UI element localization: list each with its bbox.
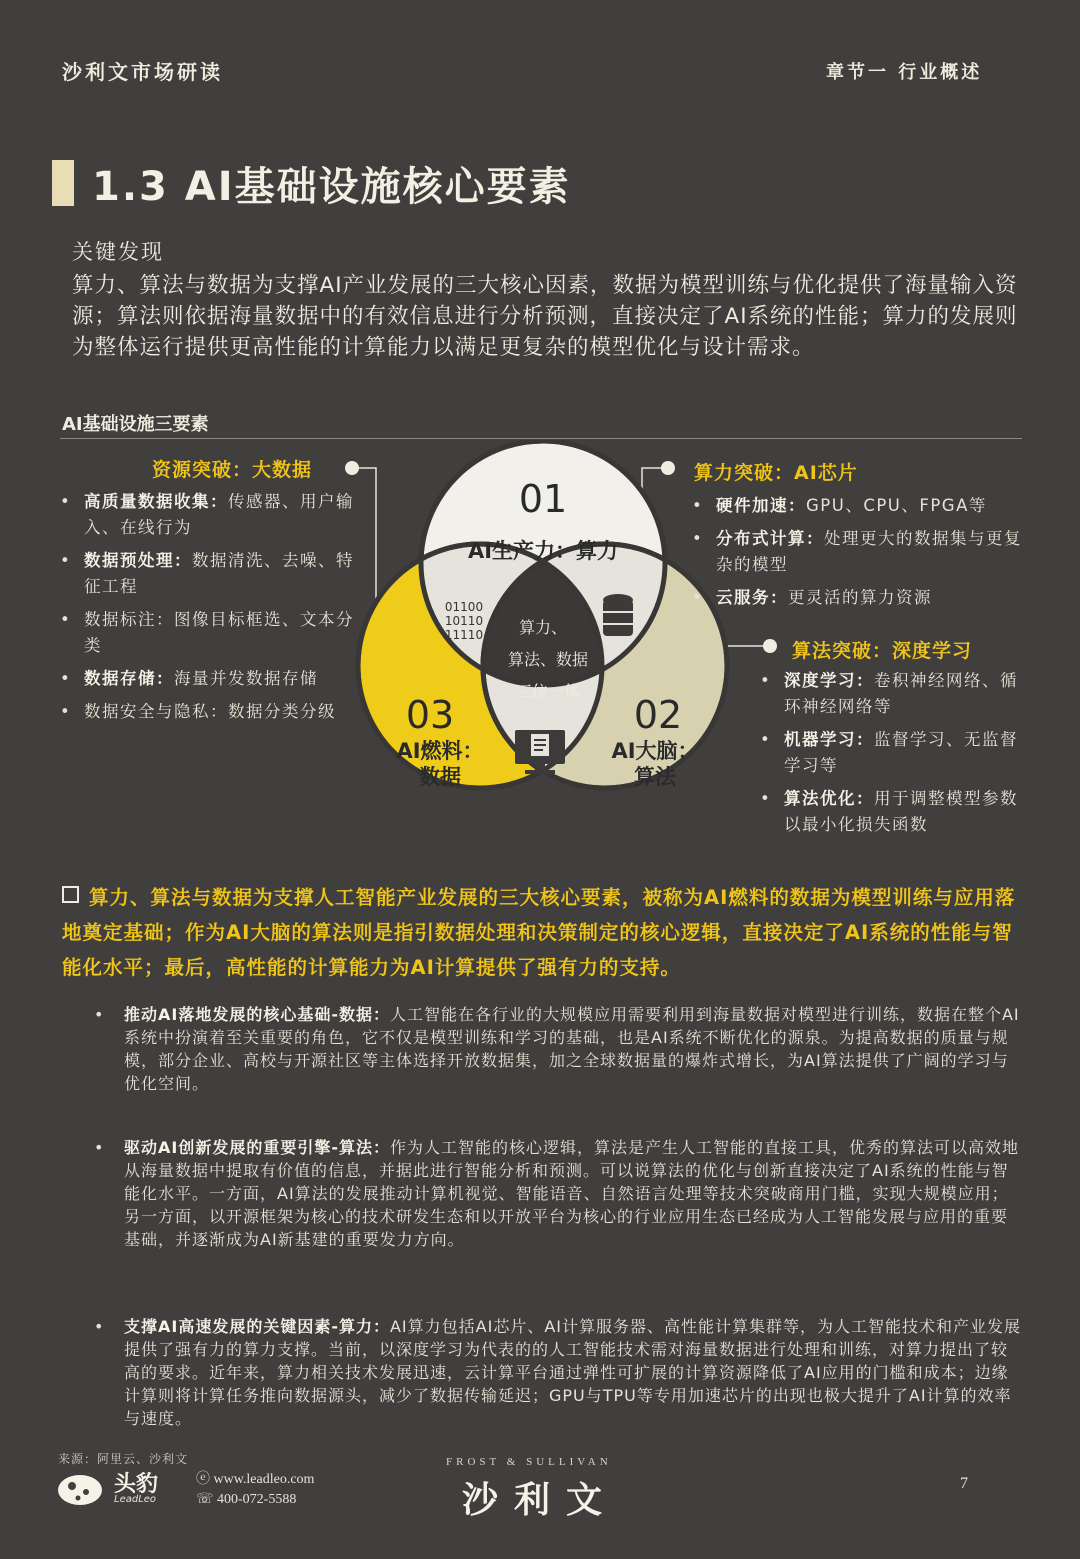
database-icon <box>603 594 633 636</box>
header-publication-name: 沙利文市场研读 <box>62 60 223 84</box>
circle-left-label-2: 数据 <box>419 765 461 789</box>
circle-right-label-1: AI大脑： <box>611 739 699 763</box>
svg-text:11110: 11110 <box>444 628 484 642</box>
right-section-2-title: 算法突破：深度学习 <box>792 640 973 662</box>
title-accent-bar <box>52 160 74 206</box>
website-url[interactable]: ⓔ www.leadleo.com <box>196 1472 315 1487</box>
list-item: • 数据预处理：数据清洗、去噪、特征工程 <box>58 548 363 600</box>
left-section-title: 资源突破：大数据 <box>152 459 313 481</box>
list-item: • 数据安全与隐私：数据分类分级 <box>58 699 363 725</box>
checkbox-square-icon <box>62 886 79 903</box>
circle-left-label-1: AI燃料： <box>396 739 484 763</box>
diagram-label: AI基础设施三要素 <box>62 414 209 435</box>
left-section-list <box>58 489 363 732</box>
list-item: • 云服务：更灵活的算力资源 <box>690 585 1030 611</box>
list-item: • 数据存储：海量并发数据存储 <box>58 666 363 692</box>
connector-dot-top <box>661 461 675 475</box>
center-text-3: 三位一体 <box>515 682 581 701</box>
leadleo-logo-en: LeadLeo <box>114 1494 157 1505</box>
page-title: 1.3 AI基础设施核心要素 <box>92 164 571 210</box>
list-item: • 硬件加速：GPU、CPU、FPGA等 <box>690 493 1030 519</box>
frost-sullivan-logo-en: FROST & SULLIVAN <box>446 1456 612 1468</box>
circle-right-label-2: 算法 <box>634 765 676 789</box>
list-item: • 高质量数据收集：传感器、用户输入、在线行为 <box>58 489 363 541</box>
right-section-2-list <box>758 668 1033 845</box>
svg-text:01100: 01100 <box>444 600 484 614</box>
binary-data-icon <box>445 600 483 642</box>
circle-top-label: AI生产力：算力 <box>467 539 619 563</box>
page-number: 7 <box>960 1475 968 1492</box>
list-item: • 深度学习：卷积神经网络、循环神经网络等 <box>758 668 1033 720</box>
diagram-divider <box>60 438 1022 439</box>
circle-top-number: 01 <box>518 477 568 521</box>
center-text-2: 算法、数据 <box>507 650 589 669</box>
leadleo-logo-text: 头豹 <box>114 1472 159 1497</box>
source-note: 来源：阿里云、沙利文 <box>58 1452 189 1466</box>
connector-dot-right <box>763 639 777 653</box>
list-item: • 算法优化：用于调整模型参数以最小化损失函数 <box>758 786 1033 838</box>
paragraph-data: • 推动AI落地发展的核心基础-数据：人工智能在各行业的大规模应用需要利用到海量数据对模型进行训练，数据在整个AI系统中扮演着至关重要的角色，它不仅是模型训练和学习的基础，也是AI系统不断优化的源泉。为提高数据的质量与规模，部分企业、高校与开源社区等主体选择开放数据集，加之全球数据量的爆炸式增长，为AI算法提供了广阔的学习与优化空间。 <box>94 1005 1020 1093</box>
phone-number: ☏ 400-072-5588 <box>196 1492 297 1507</box>
svg-text:10110: 10110 <box>444 614 484 628</box>
center-text-1: 算力、 <box>518 618 568 637</box>
header-chapter: 章节一 行业概述 <box>826 62 983 83</box>
connector-dot-left <box>345 461 359 475</box>
paragraph-algorithm: • 驱动AI创新发展的重要引擎-算法：作为人工智能的核心逻辑，算法是产生人工智能的直接工具，优秀的算法可以高效地从海量数据中提取有价值的信息，并据此进行智能分析和预测。可以说算法的优化与创新直接决定了AI系统的性能与智能化水平。一方面，AI算法的发展推动计算机视觉、智能语音、自然语言处理等技术突破商用门槛，实现大规模应用；另一方面，以开源框架为核心的技术研发生态和以开放平台为核心的行业应用生态已经成为人工智能发展与应用的重要基础，并逐渐成为AI新基建的重要发力方向。 <box>94 1138 1019 1249</box>
key-findings-label: 关键发现 <box>72 240 164 264</box>
frost-sullivan-logo-cn: 沙利文 <box>462 1480 619 1521</box>
circle-right-number: 02 <box>633 693 683 737</box>
paragraph-compute: • 支撑AI高速发展的关键因素-算力：AI算力包括AI芯片、AI计算服务器、高性能计算集群等，为人工智能技术和产业发展提供了强有力的算力支撑。当前，以深度学习为代表的的人工智能技术需对海量数据进行处理和训练，对算力提出了较高的要求。近年来，算力相关技术发展迅速，云计算平台通过弹性可扩展的计算资源降低了AI应用的门槛和成本；边缘计算则将计算任务推向数据源头，减少了数据传输延迟；GPU与TPU等专用加速芯片的出现也极大提升了AI计算的效率与速度。 <box>94 1317 1021 1428</box>
list-item: • 机器学习：监督学习、无监督学习等 <box>758 727 1033 779</box>
phone-icon: ☏ <box>196 1492 218 1507</box>
right-section-1-list <box>690 493 1030 618</box>
right-section-1-title: 算力突破：AI芯片 <box>694 462 858 484</box>
list-item: • 数据标注：图像目标框选、文本分类 <box>58 607 363 659</box>
key-findings-text: 算力、算法与数据为支撑AI产业发展的三大核心因素，数据为模型训练与优化提供了海量输入资源；算法则依据海量数据中的有效信息进行分析预测，直接决定了AI系统的性能；算力的发展则为整体运行提供更高性能的计算能力以满足更复杂的模型优化与设计需求。 <box>72 273 1018 360</box>
highlight-summary: 算力、算法与数据为支撑人工智能产业发展的三大核心要素，被称为AI燃料的数据为模型训练与应用落地奠定基础；作为AI大脑的算法则是指引数据处理和决策制定的核心逻辑，直接决定了AI系统的性能与智能化水平；最后，高性能的计算能力为AI计算提供了强有力的支持。 <box>62 886 1016 979</box>
list-item: • 分布式计算：处理更大的数据集与更复杂的模型 <box>690 526 1030 578</box>
circle-left-number: 03 <box>405 693 455 737</box>
globe-icon: ⓔ <box>196 1472 214 1487</box>
